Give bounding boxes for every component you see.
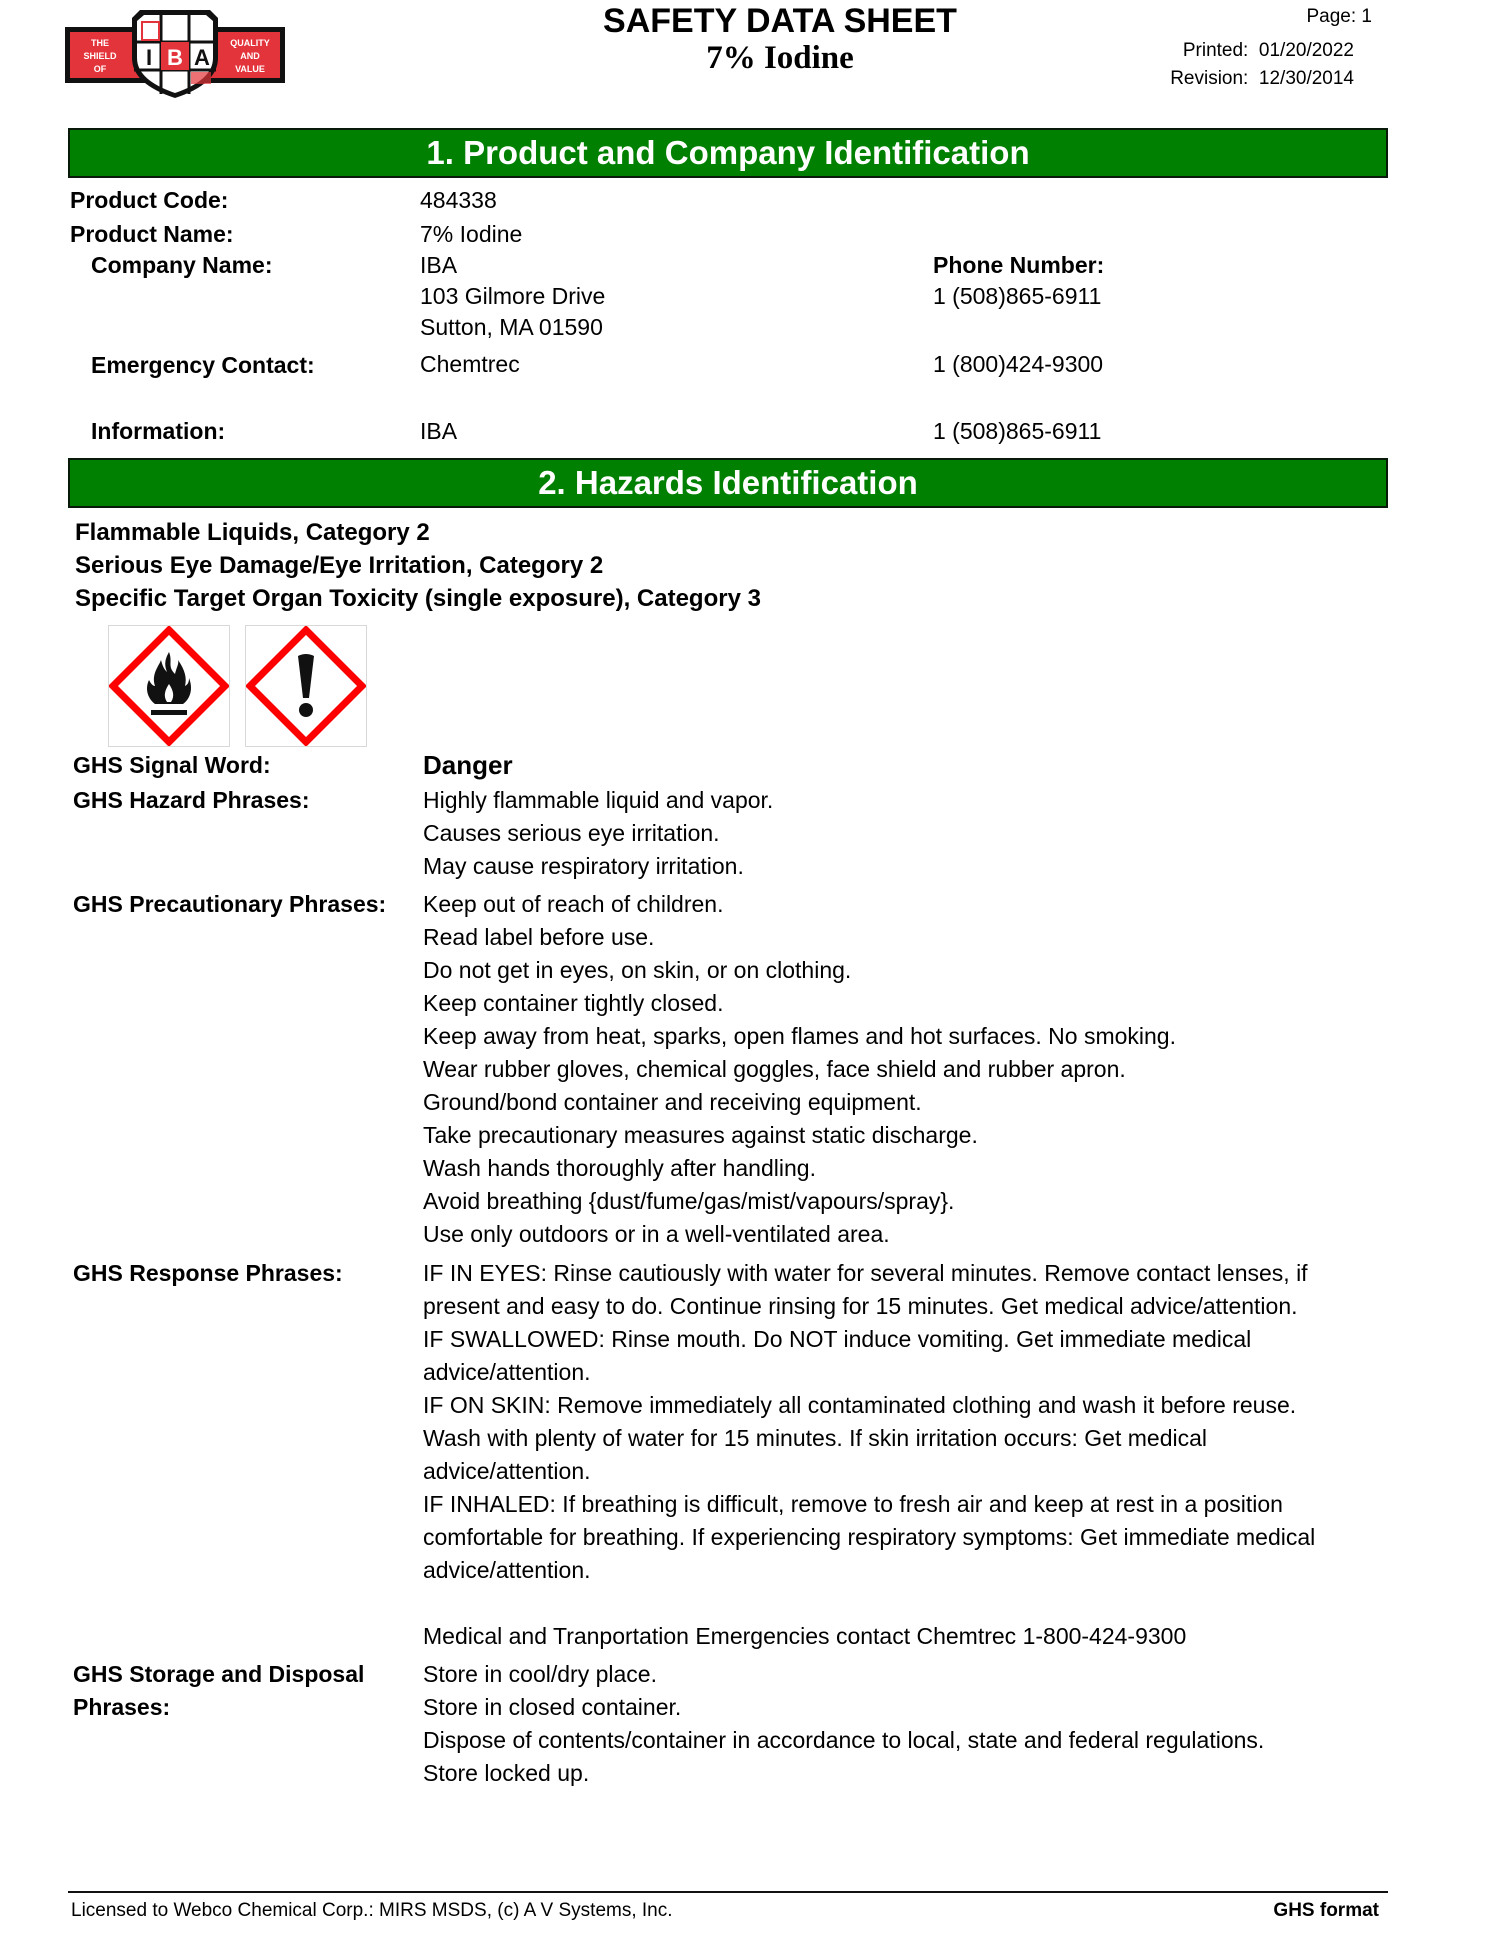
signal-word-label: GHS Signal Word: [73,752,271,778]
page-number: Page: 1 [1306,6,1372,27]
precautionary-phrase: Avoid breathing {dust/fume/gas/mist/vapours/spray}. [423,1188,955,1214]
product-name-label: Product Name: [70,221,234,247]
response-line: present and easy to do. Continue rinsing for 15 minutes. Get medical advice/attention. [423,1293,1298,1319]
information-phone: 1 (508)865-6911 [933,418,1102,444]
logo-left-line3: OF [93,64,107,74]
printed-value: 01/20/2022 [1258,40,1354,61]
response-line: advice/attention. [423,1458,591,1484]
precautionary-phrase: Do not get in eyes, on skin, or on clothing. [423,957,852,983]
precautionary-phrase: Read label before use. [423,924,655,950]
precautionary-phrases-label: GHS Precautionary Phrases: [73,891,387,917]
company-name-label: Company Name: [91,252,273,278]
emergency-contact-label: Emergency Contact: [91,352,315,378]
logo-letter-b: B [167,45,183,70]
storage-phrase: Store in closed container. [423,1694,682,1720]
signal-word-value: Danger [423,750,513,780]
document-title: SAFETY DATA SHEET [603,2,957,40]
logo-letter-i: I [145,45,153,70]
address-line-2: Sutton, MA 01590 [420,314,603,340]
response-line: IF INHALED: If breathing is difficult, remove to fresh air and keep at rest in a position [423,1491,1283,1517]
revision-label: Revision: [1170,68,1249,89]
emergency-phone: 1 (800)424-9300 [933,351,1104,377]
flame-icon [109,626,229,746]
response-line: Wash with plenty of water for 15 minutes. If skin irritation occurs: Get medical [423,1425,1207,1451]
iba-logo [64,4,286,100]
information-value: IBA [420,418,458,444]
printed-date [1183,40,1354,62]
storage-phrase: Store locked up. [423,1760,590,1786]
product-name-value: 7% Iodine [420,221,523,247]
logo-left-line1: THE [91,38,109,48]
company-name-value: IBA [420,252,458,278]
hazard-phrases-label: GHS Hazard Phrases: [73,787,310,813]
response-line: advice/attention. [423,1557,591,1583]
address-line-1: 103 Gilmore Drive [420,283,606,309]
hazard-phrase: May cause respiratory irritation. [423,853,744,879]
response-line: advice/attention. [423,1359,591,1385]
precautionary-phrase: Use only outdoors or in a well-ventilated area. [423,1221,890,1247]
ghs-flame-pictogram [108,625,230,747]
hazard-phrase: Highly flammable liquid and vapor. [423,787,774,813]
revision-date [1170,68,1354,90]
logo-letter-a: A [194,45,210,70]
section-2-header: 2. Hazards Identification [68,458,1388,508]
iba-shield-logo-icon [64,4,286,100]
ghs-exclamation-pictogram [245,625,367,747]
precautionary-phrase: Keep container tightly closed. [423,990,724,1016]
classification-item: Flammable Liquids, Category 2 [75,519,430,546]
exclamation-mark-icon [246,626,366,746]
precautionary-phrase: Ground/bond container and receiving equipment. [423,1089,922,1115]
response-line: comfortable for breathing. If experiencing respiratory symptoms: Get immediate medical [423,1524,1316,1550]
precautionary-phrase: Wear rubber gloves, chemical goggles, face shield and rubber apron. [423,1056,1126,1082]
company-phone: 1 (508)865-6911 [933,283,1102,309]
storage-disposal-label: GHS Storage and Disposal [73,1661,365,1687]
storage-phrase: Dispose of contents/container in accordance to local, state and federal regulations. [423,1727,1265,1753]
printed-label: Printed: [1182,40,1249,61]
hazard-phrase: Causes serious eye irritation. [423,820,720,846]
logo-right-line1: QUALITY [230,38,270,48]
footer-format: GHS format [1273,1900,1379,1921]
response-line: IF SWALLOWED: Rinse mouth. Do NOT induce vomiting. Get immediate medical [423,1326,1252,1352]
classification-item: Serious Eye Damage/Eye Irritation, Category 2 [75,552,604,579]
storage-phrase: Store in cool/dry place. [423,1661,657,1687]
footer-license: Licensed to Webco Chemical Corp.: MIRS MSDS, (c) A V Systems, Inc. [71,1900,673,1921]
precautionary-phrase: Keep away from heat, sparks, open flames and hot surfaces. No smoking. [423,1023,1176,1049]
product-code-value: 484338 [420,187,497,213]
storage-disposal-label-cont: Phrases: [73,1694,171,1720]
response-line: IF ON SKIN: Remove immediately all contaminated clothing and wash it before reuse. [423,1392,1297,1418]
logo-left-line2: SHIELD [83,51,117,61]
information-label: Information: [91,418,226,444]
document-subtitle: 7% Iodine [706,40,854,76]
response-phrases-label: GHS Response Phrases: [73,1260,343,1286]
logo-right-line2: AND [240,51,260,61]
precautionary-phrase: Keep out of reach of children. [423,891,724,917]
chemtrec-emergency-line: Medical and Tranportation Emergencies contact Chemtrec 1-800-424-9300 [423,1623,1187,1649]
footer-divider [68,1891,1388,1893]
classification-item: Specific Target Organ Toxicity (single exposure), Category 3 [75,585,761,612]
logo-right-line3: VALUE [235,64,265,74]
response-line: IF IN EYES: Rinse cautiously with water for several minutes. Remove contact lenses, if [423,1260,1308,1286]
precautionary-phrase: Wash hands thoroughly after handling. [423,1155,816,1181]
phone-number-label: Phone Number: [933,252,1105,278]
section-1-header: 1. Product and Company Identification [68,128,1388,178]
revision-value: 12/30/2014 [1258,68,1354,89]
emergency-contact-value: Chemtrec [420,351,520,377]
product-code-label: Product Code: [70,187,229,213]
precautionary-phrase: Take precautionary measures against static discharge. [423,1122,978,1148]
